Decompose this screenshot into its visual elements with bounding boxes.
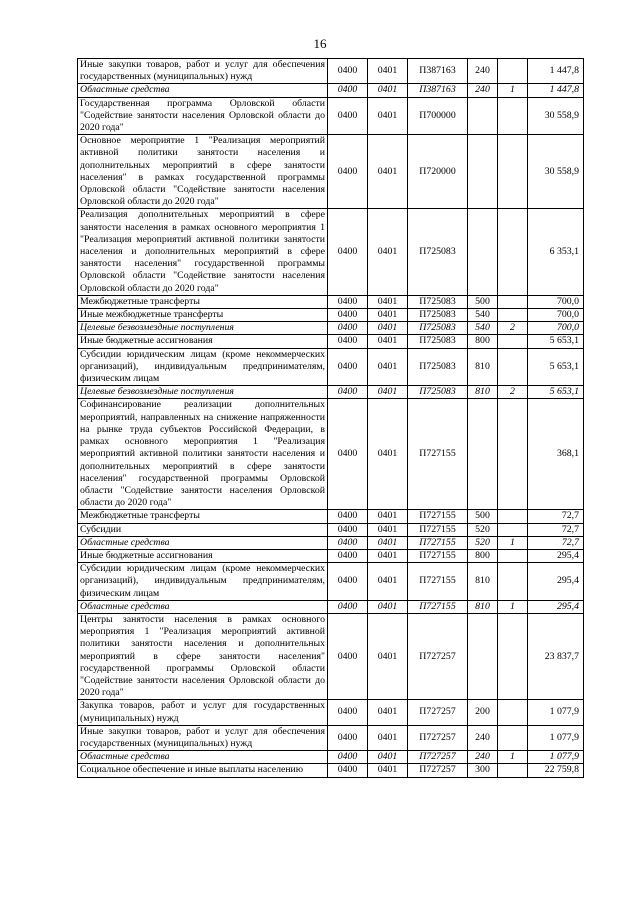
row-name: Основное мероприятие 1 "Реализация мероприятий активной политики занятости населения и дополнительных мероприятий в сфере занятости населения" в рамках государственной программы Орловской области "Содействие занятости населения Орловской области до 2020 года": [78, 135, 328, 209]
target-item-code: П727257: [408, 700, 468, 725]
subsection-code: 0401: [368, 386, 408, 399]
funding-source-code: [498, 335, 528, 348]
amount: 72,7: [528, 523, 584, 536]
section-code: 0400: [328, 725, 368, 750]
expense-type-code: 240: [468, 751, 498, 764]
amount: 700,0: [528, 322, 584, 335]
target-item-code: П725083: [408, 209, 468, 295]
row-name: Иные бюджетные ассигнования: [78, 549, 328, 562]
amount: 700,0: [528, 295, 584, 308]
target-item-code: П727257: [408, 613, 468, 699]
funding-source-code: [498, 613, 528, 699]
section-code: 0400: [328, 309, 368, 322]
funding-source-code: [498, 725, 528, 750]
target-item-code: П727155: [408, 600, 468, 613]
expense-type-code: 810: [468, 600, 498, 613]
row-name: Иные закупки товаров, работ и услуг для обеспечения государственных (муниципальных) нужд: [78, 59, 328, 84]
target-item-code: П725083: [408, 335, 468, 348]
expense-type-code: 540: [468, 322, 498, 335]
row-name: Центры занятости населения в рамках основного мероприятия 1 "Реализация мероприятий активной политики занятости населения и дополнительных мероприятий в сфере занятости населения" государственной программы Орловской области "Содействие занятости населения Орловской области до 2020 года": [78, 613, 328, 699]
section-code: 0400: [328, 549, 368, 562]
target-item-code: П725083: [408, 386, 468, 399]
amount: 30 558,9: [528, 97, 584, 135]
row-name: Областные средства: [78, 751, 328, 764]
target-item-code: П700000: [408, 97, 468, 135]
section-code: 0400: [328, 563, 368, 601]
row-name: Межбюджетные трансферты: [78, 295, 328, 308]
funding-source-code: [498, 97, 528, 135]
target-item-code: П725083: [408, 348, 468, 386]
table-row: [78, 309, 584, 322]
table-row: [78, 209, 584, 295]
row-name: Иные закупки товаров, работ и услуг для обеспечения государственных (муниципальных) нужд: [78, 725, 328, 750]
row-name: Субсидии юридическим лицам (кроме некоммерческих организаций), индивидуальным предпринимателям, физическим лицам: [78, 563, 328, 601]
subsection-code: 0401: [368, 613, 408, 699]
target-item-code: П727155: [408, 549, 468, 562]
amount: 5 653,1: [528, 335, 584, 348]
funding-source-code: 1: [498, 84, 528, 97]
table-row: [78, 348, 584, 386]
subsection-code: 0401: [368, 725, 408, 750]
expense-type-code: 810: [468, 386, 498, 399]
funding-source-code: [498, 59, 528, 84]
table-row: [78, 523, 584, 536]
table-row: [78, 751, 584, 764]
expense-type-code: 520: [468, 523, 498, 536]
page-number: 16: [313, 36, 327, 51]
section-code: 0400: [328, 322, 368, 335]
amount: 6 353,1: [528, 209, 584, 295]
table-row: [78, 97, 584, 135]
subsection-code: 0401: [368, 295, 408, 308]
amount: 72,7: [528, 536, 584, 549]
subsection-code: 0401: [368, 399, 408, 510]
funding-source-code: [498, 295, 528, 308]
table-row: [78, 510, 584, 523]
budget-table-body: [78, 59, 584, 778]
table-row: [78, 322, 584, 335]
funding-source-code: [498, 523, 528, 536]
table-row: [78, 335, 584, 348]
subsection-code: 0401: [368, 536, 408, 549]
section-code: 0400: [328, 209, 368, 295]
expense-type-code: 810: [468, 563, 498, 601]
section-code: 0400: [328, 536, 368, 549]
section-code: 0400: [328, 764, 368, 777]
target-item-code: П727155: [408, 523, 468, 536]
subsection-code: 0401: [368, 549, 408, 562]
funding-source-code: 2: [498, 386, 528, 399]
amount: 700,0: [528, 309, 584, 322]
row-name: Целевые безвозмездные поступления: [78, 386, 328, 399]
expense-type-code: 500: [468, 295, 498, 308]
section-code: 0400: [328, 700, 368, 725]
target-item-code: П725083: [408, 295, 468, 308]
row-name: Софинансирование реализации дополнительных мероприятий, направленных на снижение напряженности на рынке труда субъектов Российской Федерации, в рамках основного мероприятия 1 "Реализация мероприятий активной политики занятости населения и дополнительных мероприятий в сфере занятости населения" государственной программы Орловской области "Содействие занятости населения Орловской области до 2020 года": [78, 399, 328, 510]
row-name: Областные средства: [78, 84, 328, 97]
expense-type-code: 520: [468, 536, 498, 549]
row-name: Областные средства: [78, 600, 328, 613]
amount: 295,4: [528, 549, 584, 562]
target-item-code: П387163: [408, 84, 468, 97]
table-row: [78, 563, 584, 601]
table-row: [78, 764, 584, 777]
expense-type-code: 300: [468, 764, 498, 777]
subsection-code: 0401: [368, 97, 408, 135]
target-item-code: П720000: [408, 135, 468, 209]
expense-type-code: 240: [468, 59, 498, 84]
amount: 295,4: [528, 563, 584, 601]
expense-type-code: 500: [468, 510, 498, 523]
amount: 368,1: [528, 399, 584, 510]
funding-source-code: [498, 348, 528, 386]
subsection-code: 0401: [368, 764, 408, 777]
table-row: [78, 135, 584, 209]
amount: 22 759,8: [528, 764, 584, 777]
row-name: Целевые безвозмездные поступления: [78, 322, 328, 335]
section-code: 0400: [328, 386, 368, 399]
target-item-code: П727155: [408, 510, 468, 523]
row-name: Иные межбюджетные трансферты: [78, 309, 328, 322]
funding-source-code: 1: [498, 536, 528, 549]
table-row: [78, 386, 584, 399]
expense-type-code: [468, 97, 498, 135]
subsection-code: 0401: [368, 84, 408, 97]
funding-source-code: 1: [498, 751, 528, 764]
target-item-code: П727257: [408, 725, 468, 750]
expense-type-code: 200: [468, 700, 498, 725]
target-item-code: П727155: [408, 536, 468, 549]
expense-type-code: 540: [468, 309, 498, 322]
amount: 30 558,9: [528, 135, 584, 209]
expense-type-code: [468, 399, 498, 510]
subsection-code: 0401: [368, 135, 408, 209]
row-name: Закупка товаров, работ и услуг для государственных (муниципальных) нужд: [78, 700, 328, 725]
table-row: [78, 295, 584, 308]
subsection-code: 0401: [368, 59, 408, 84]
expense-type-code: 240: [468, 725, 498, 750]
row-name: Иные бюджетные ассигнования: [78, 335, 328, 348]
target-item-code: П727155: [408, 563, 468, 601]
funding-source-code: [498, 135, 528, 209]
section-code: 0400: [328, 751, 368, 764]
section-code: 0400: [328, 59, 368, 84]
subsection-code: 0401: [368, 510, 408, 523]
table-row: [78, 399, 584, 510]
funding-source-code: [498, 309, 528, 322]
section-code: 0400: [328, 84, 368, 97]
row-name: Субсидии юридическим лицам (кроме некоммерческих организаций), индивидуальным предпринимателям, физическим лицам: [78, 348, 328, 386]
target-item-code: П725083: [408, 309, 468, 322]
table-row: [78, 59, 584, 84]
table-row: [78, 700, 584, 725]
table-row: [78, 549, 584, 562]
table-row: [78, 613, 584, 699]
funding-source-code: [498, 399, 528, 510]
expense-type-code: 810: [468, 348, 498, 386]
section-code: 0400: [328, 523, 368, 536]
amount: 72,7: [528, 510, 584, 523]
target-item-code: П727155: [408, 399, 468, 510]
expense-type-code: [468, 135, 498, 209]
subsection-code: 0401: [368, 348, 408, 386]
amount: 1 077,9: [528, 751, 584, 764]
funding-source-code: [498, 209, 528, 295]
section-code: 0400: [328, 600, 368, 613]
row-name: Социальное обеспечение и иные выплаты населению: [78, 764, 328, 777]
amount: 1 447,8: [528, 59, 584, 84]
target-item-code: П725083: [408, 322, 468, 335]
amount: 1 447,8: [528, 84, 584, 97]
funding-source-code: 2: [498, 322, 528, 335]
subsection-code: 0401: [368, 700, 408, 725]
funding-source-code: 1: [498, 600, 528, 613]
target-item-code: П727257: [408, 764, 468, 777]
amount: 5 653,1: [528, 386, 584, 399]
funding-source-code: [498, 563, 528, 601]
section-code: 0400: [328, 399, 368, 510]
subsection-code: 0401: [368, 209, 408, 295]
subsection-code: 0401: [368, 751, 408, 764]
expense-type-code: [468, 613, 498, 699]
section-code: 0400: [328, 135, 368, 209]
expense-type-code: 800: [468, 335, 498, 348]
section-code: 0400: [328, 335, 368, 348]
subsection-code: 0401: [368, 335, 408, 348]
amount: 5 653,1: [528, 348, 584, 386]
table-row: [78, 536, 584, 549]
subsection-code: 0401: [368, 563, 408, 601]
amount: 1 077,9: [528, 725, 584, 750]
section-code: 0400: [328, 97, 368, 135]
expense-type-code: 240: [468, 84, 498, 97]
section-code: 0400: [328, 613, 368, 699]
row-name: Государственная программа Орловской области "Содействие занятости населения Орловской области до 2020 года": [78, 97, 328, 135]
funding-source-code: [498, 764, 528, 777]
row-name: Субсидии: [78, 523, 328, 536]
subsection-code: 0401: [368, 309, 408, 322]
row-name: Межбюджетные трансферты: [78, 510, 328, 523]
section-code: 0400: [328, 348, 368, 386]
section-code: 0400: [328, 295, 368, 308]
amount: 23 837,7: [528, 613, 584, 699]
table-row: [78, 600, 584, 613]
expense-type-code: 800: [468, 549, 498, 562]
row-name: Реализация дополнительных мероприятий в сфере занятости населения в рамках основного мероприятия 1 "Реализация мероприятий активной политики занятости населения и дополнительных мероприятий в сфере занятости населения" государственной программы Орловской области "Содействие занятости населения Орловской области до 2020 года": [78, 209, 328, 295]
table-row: [78, 84, 584, 97]
funding-source-code: [498, 700, 528, 725]
budget-table: [77, 58, 584, 778]
expense-type-code: [468, 209, 498, 295]
funding-source-code: [498, 549, 528, 562]
section-code: 0400: [328, 510, 368, 523]
amount: 1 077,9: [528, 700, 584, 725]
subsection-code: 0401: [368, 600, 408, 613]
target-item-code: П727257: [408, 751, 468, 764]
row-name: Областные средства: [78, 536, 328, 549]
funding-source-code: [498, 510, 528, 523]
subsection-code: 0401: [368, 322, 408, 335]
table-row: [78, 725, 584, 750]
target-item-code: П387163: [408, 59, 468, 84]
amount: 295,4: [528, 600, 584, 613]
subsection-code: 0401: [368, 523, 408, 536]
